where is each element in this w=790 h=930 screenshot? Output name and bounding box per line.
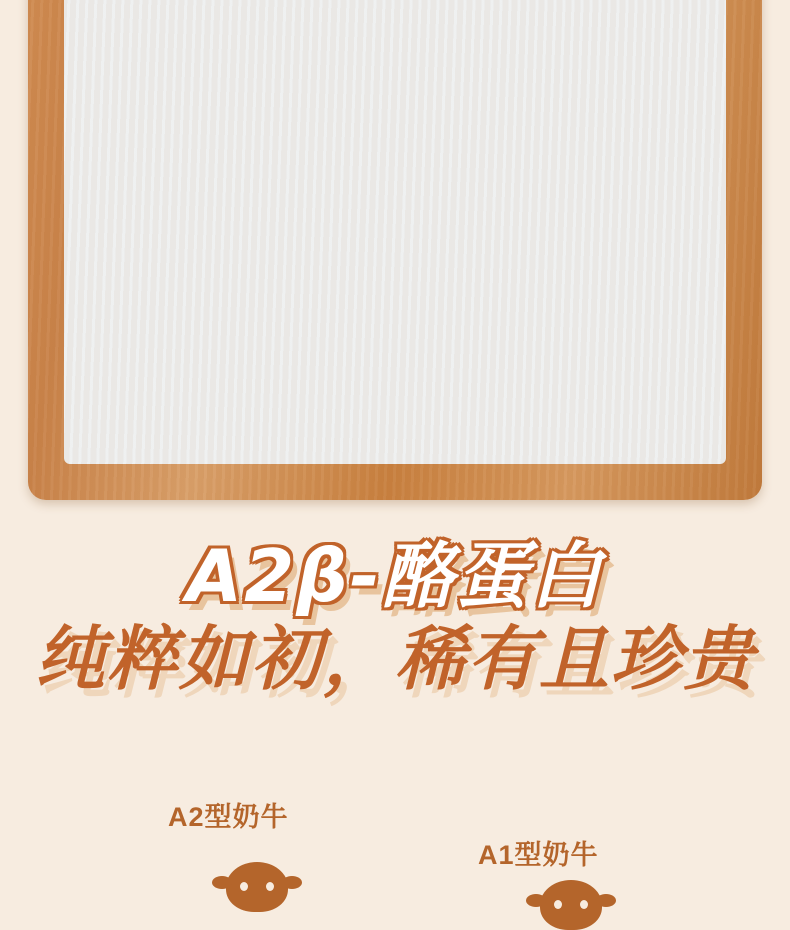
cow-eye-left-icon xyxy=(240,882,248,891)
cow-head-a1-icon xyxy=(540,880,602,930)
cow-ear-left-icon xyxy=(212,876,232,889)
cow-label-a2: A2型奶牛 xyxy=(168,802,289,832)
cow-eye-right-icon xyxy=(580,900,588,909)
headline-secondary: 纯粹如初，稀有且珍贵 xyxy=(35,618,755,700)
wooden-board-frame xyxy=(28,0,762,500)
board-paper-surface xyxy=(64,0,726,464)
cow-eye-left-icon xyxy=(554,900,562,909)
headline-primary: A2β-酪蛋白 xyxy=(186,534,604,618)
cow-label-a1: A1型奶牛 xyxy=(478,840,599,870)
cow-head-a2-icon xyxy=(226,862,288,912)
cow-ear-right-icon xyxy=(282,876,302,889)
cow-ear-right-icon xyxy=(596,894,616,907)
headline-block xyxy=(0,534,790,700)
cow-ear-left-icon xyxy=(526,894,546,907)
cow-eye-right-icon xyxy=(266,882,274,891)
